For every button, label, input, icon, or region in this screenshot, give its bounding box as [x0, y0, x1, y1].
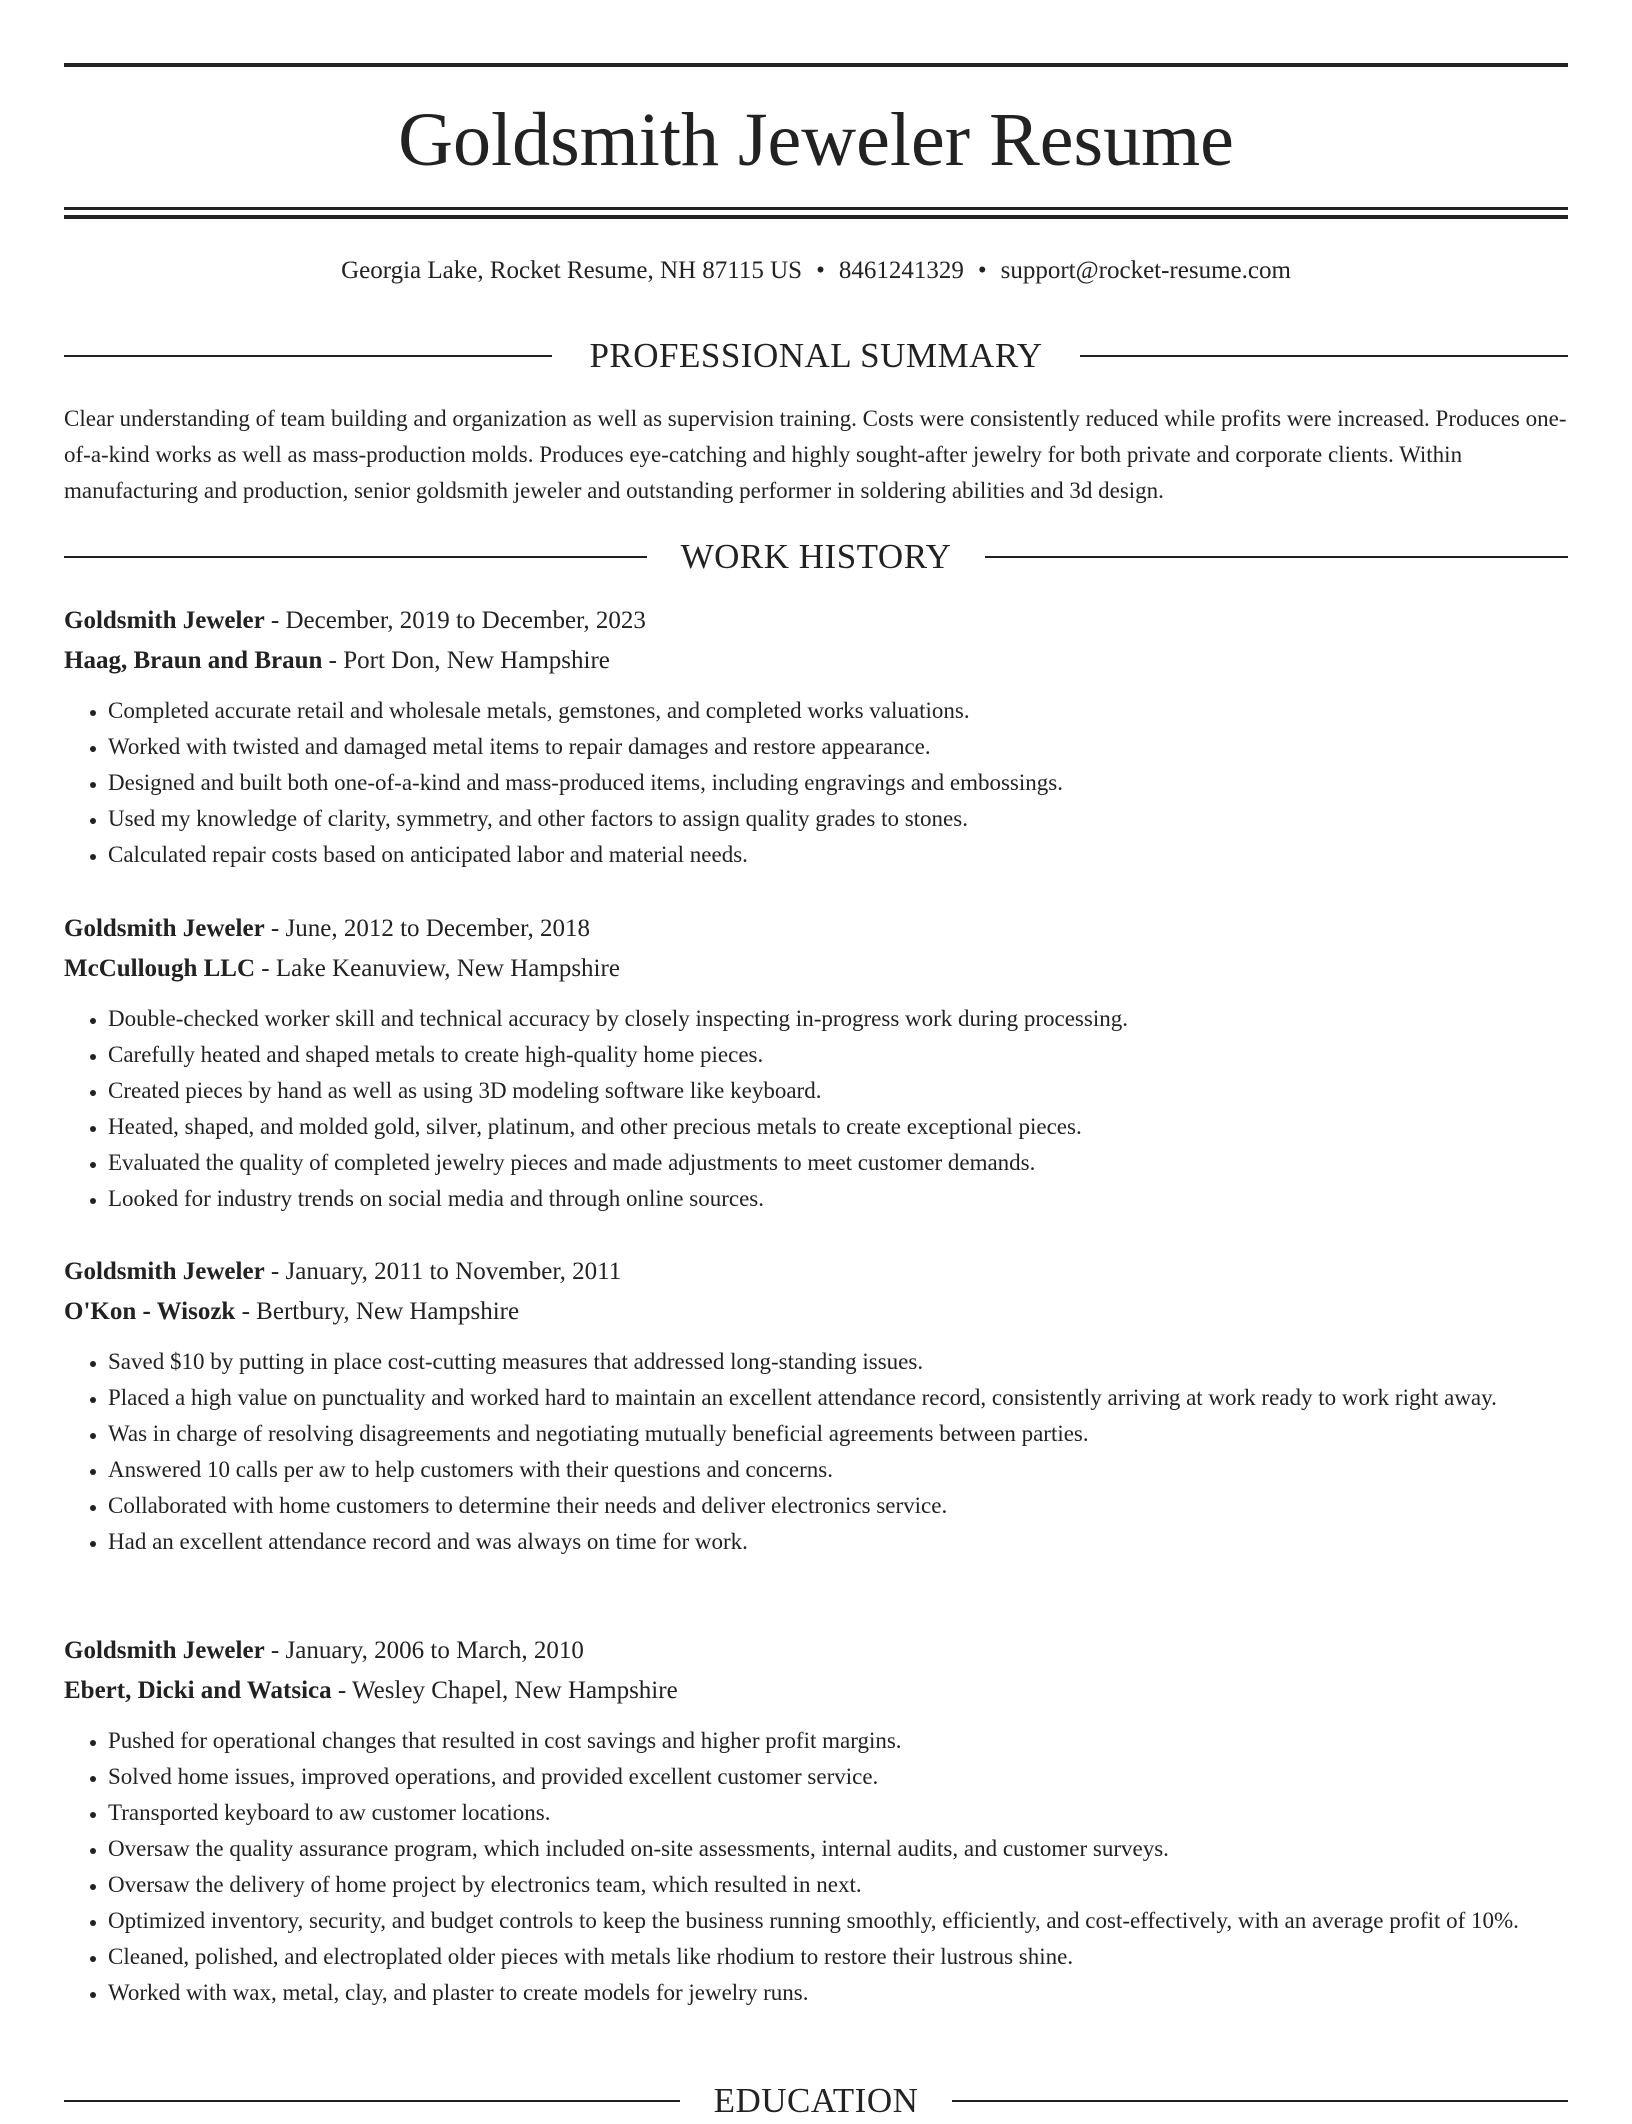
- contact-phone: 8461241329: [838, 257, 964, 284]
- job-company-line: [64, 1671, 1568, 1711]
- section-rule-right: [985, 556, 1568, 558]
- job-bullet: • Heated, shaped, and molded gold, silver, platinum, and other precious metals to create exceptional pieces.: [108, 1109, 1568, 1145]
- job-company: Ebert, Dicki and Watsica: [64, 1677, 332, 1704]
- job-bullet: • Collaborated with home customers to determine their needs and deliver electronics service.: [108, 1488, 1568, 1524]
- job-bullet: • Solved home issues, improved operations, and provided excellent customer service.: [108, 1759, 1568, 1795]
- job-title-line: [64, 909, 1568, 949]
- job-bullet: • Cleaned, polished, and electroplated older pieces with metals like rhodium to restore their lustrous shine.: [108, 1939, 1568, 1975]
- contact-address: Georgia Lake, Rocket Resume, NH 87115 US: [341, 257, 803, 284]
- job-bullet: • Answered 10 calls per aw to help customers with their questions and concerns.: [108, 1452, 1568, 1488]
- job-bullet: • Saved $10 by putting in place cost-cutting measures that addressed long-standing issues.: [108, 1344, 1568, 1380]
- job-bullet: • Had an excellent attendance record and was always on time for work.: [108, 1524, 1568, 1560]
- job-bullet: • Calculated repair costs based on anticipated labor and material needs.: [108, 837, 1568, 873]
- section-title-work: WORK HISTORY: [680, 537, 952, 576]
- job-company-line: [64, 641, 1568, 681]
- job-bullet: • Oversaw the quality assurance program, which included on-site assessments, internal audits, and customer surveys.: [108, 1831, 1568, 1867]
- job-location: - Bertbury, New Hampshire: [235, 1298, 520, 1325]
- job-title-line: [64, 601, 1568, 641]
- job-bullet: • Worked with twisted and damaged metal items to repair damages and restore appearance.: [108, 729, 1568, 765]
- job-bullet: • Was in charge of resolving disagreements and negotiating mutually beneficial agreements between parties.: [108, 1416, 1568, 1452]
- job-title-line: [64, 1252, 1568, 1292]
- job-role: Goldsmith Jeweler: [64, 915, 265, 942]
- job-role: Goldsmith Jeweler: [64, 1637, 265, 1664]
- section-header-work: [64, 534, 1568, 580]
- job-role: Goldsmith Jeweler: [64, 1258, 265, 1285]
- section-rule-right: [952, 2100, 1568, 2102]
- job-bullets: [64, 1001, 1568, 1217]
- job-bullet: • Double-checked worker skill and technical accuracy by closely inspecting in-progress work during processing.: [108, 1001, 1568, 1037]
- job-bullet: • Optimized inventory, security, and budget controls to keep the business running smoothly, efficiently, and cost-effectively, with an average profit of 10%.: [108, 1903, 1568, 1939]
- job-dates: - December, 2019 to December, 2023: [264, 607, 646, 634]
- contact-email: support@rocket-resume.com: [1000, 257, 1291, 284]
- job-company: McCullough LLC: [64, 955, 256, 982]
- section-title-education: EDUCATION: [713, 2081, 919, 2120]
- job-bullet: • Placed a high value on punctuality and worked hard to maintain an excellent attendance record, consistently arriving at work ready to work right away.: [108, 1380, 1568, 1416]
- job-location: - Wesley Chapel, New Hampshire: [331, 1677, 678, 1704]
- resume-title: Goldsmith Jeweler Resume: [398, 98, 1234, 182]
- job-role: Goldsmith Jeweler: [64, 607, 265, 634]
- job-entry: [64, 1252, 1568, 1560]
- job-entry: [64, 909, 1568, 1217]
- job-bullet: • Evaluated the quality of completed jewelry pieces and made adjustments to meet customer demands.: [108, 1145, 1568, 1181]
- contact-separator: •: [816, 257, 825, 284]
- job-dates: - January, 2006 to March, 2010: [264, 1637, 584, 1664]
- title-rule-upper: [64, 207, 1568, 210]
- job-bullet: • Pushed for operational changes that resulted in cost savings and higher profit margins.: [108, 1723, 1568, 1759]
- section-title-summary: PROFESSIONAL SUMMARY: [589, 336, 1043, 375]
- section-header-education: [64, 2078, 1568, 2124]
- job-bullets: [64, 1344, 1568, 1560]
- job-company-line: [64, 949, 1568, 989]
- job-bullet: • Transported keyboard to aw customer locations.: [108, 1795, 1568, 1831]
- job-bullet: • Used my knowledge of clarity, symmetry, and other factors to assign quality grades to stones.: [108, 801, 1568, 837]
- job-bullet: • Looked for industry trends on social media and through online sources.: [108, 1181, 1568, 1217]
- job-bullet: • Worked with wax, metal, clay, and plaster to create models for jewelry runs.: [108, 1975, 1568, 2011]
- contact-line: [64, 253, 1568, 289]
- job-bullet: • Created pieces by hand as well as using 3D modeling software like keyboard.: [108, 1073, 1568, 1109]
- job-bullets: [64, 1723, 1568, 2011]
- job-bullet: • Completed accurate retail and wholesale metals, gemstones, and completed works valuations.: [108, 693, 1568, 729]
- job-bullet: • Designed and built both one-of-a-kind and mass-produced items, including engravings and embossings.: [108, 765, 1568, 801]
- job-title-line: [64, 1631, 1568, 1671]
- top-rule: [64, 63, 1568, 67]
- job-location: - Port Don, New Hampshire: [322, 647, 610, 674]
- job-bullet: • Carefully heated and shaped metals to create high-quality home pieces.: [108, 1037, 1568, 1073]
- job-location: - Lake Keanuview, New Hampshire: [255, 955, 620, 982]
- contact-separator: •: [977, 257, 987, 284]
- title-rule-lower: [64, 215, 1568, 219]
- summary-text: Clear understanding of team building and organization as well as supervision training. Costs were consistently reduced while profits were increased. Produces one-of-a-kind works as well as mass-production molds. Produces eye-catching and highly sought-after jewelry for both private and corporate clients. Within manufacturing and production, senior goldsmith jeweler and outstanding performer in soldering abilities and 3d design.: [64, 406, 1567, 503]
- job-bullet: • Oversaw the delivery of home project by electronics team, which resulted in next.: [108, 1867, 1568, 1903]
- job-dates: - June, 2012 to December, 2018: [264, 915, 590, 942]
- job-entry: [64, 601, 1568, 873]
- section-rule-right: [1080, 355, 1568, 357]
- job-entry: [64, 1631, 1568, 2011]
- job-company-line: [64, 1292, 1568, 1332]
- section-header-summary: [64, 333, 1568, 379]
- job-bullets: [64, 693, 1568, 873]
- job-dates: - January, 2011 to November, 2011: [264, 1258, 622, 1285]
- job-company: O'Kon - Wisozk: [64, 1298, 236, 1325]
- job-company: Haag, Braun and Braun: [64, 647, 323, 674]
